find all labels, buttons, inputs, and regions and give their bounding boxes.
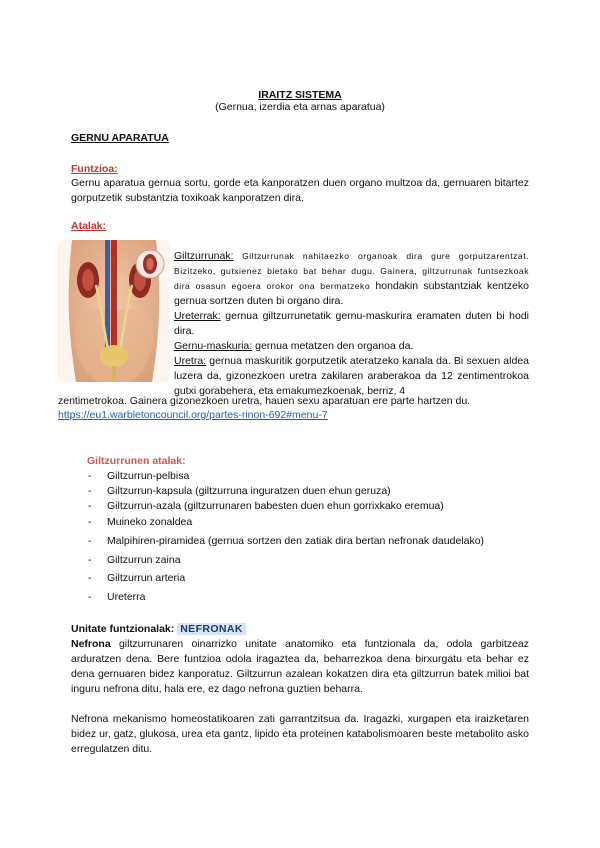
giltzurrunen-atalak-heading: Giltzurrunen atalak: [87,455,186,467]
giltzurrunak-text-rest: hondakin substantziak kentzeko gernua sortzen duten bi organo dira. [174,280,529,307]
list-item: - Giltzurrun-azala (giltzurrunaren babesten duen ehun gorrixkako eremua) [88,500,444,512]
ureterrak-label: Ureterrak: [174,310,221,322]
list-item: - Giltzurrun-kapsula (giltzurruna inguratzen duen ehun geruza) [88,485,391,497]
ureterrak-text: gernua giltzurrunetatik gernu-maskurira eramaten duten bi hodi dira. [174,310,529,337]
maskuria-label: Gernu-maskuria: [174,340,253,352]
source-link[interactable]: https://eu1.warbletoncouncil.org/partes-rinon-692#menu-7 [58,409,328,421]
page-title: IRAITZ SISTEMA [258,89,342,101]
nefronak-highlight: NEFRONAK [177,623,246,635]
funtzioa-heading: Funtzioa: [71,163,118,175]
funtzioa-paragraph: Gernu aparatua gernua sortu, gorde eta kanporatzen duen organo multzoa da, gernuaren bitartez gorputzetik substantzia toxikoak kanporatzen dira. [71,177,529,204]
list-item: - Malpihiren-piramidea (gernua sortzen den zatiak dira bertan nefronak daudelako) [88,535,485,547]
list-item: - Ureterra [88,591,146,603]
nefrona-paragraph-1 [71,637,529,697]
list-item: - Giltzurrun arteria [88,572,186,584]
list-item: - Muineko zonaldea [88,516,193,528]
urinary-system-illustration [58,240,170,382]
uretra-text: gernua maskuritik gorputzetik ateratzeko kanala da. Bi sexuen aldea luzera da, gizonezkoen uretra zakilaren araberakoa da 12 zentimentrokoa gutxi gorabehera, eta emakumezkoenak, berriz, 4 [174,355,530,397]
nefrona-paragraph-2: Nefrona mekanismo homeostatikoaren zati garrantzitsua da. Iragazki, xurgapen eta iraizketaren bidez ur, gatz, glukosa, urea eta gantz, lipido eta proteinen katabolismoaren beste metabolito asko erregulatzen ditu. [71,713,529,755]
section-heading: GERNU APARATUA [71,132,169,144]
uretra-label: Uretra: [174,355,207,367]
maskuria-text: gernua metatzen den organoa da. [255,340,414,352]
atalak-heading: Atalak: [71,220,107,232]
unitate-heading-text: Unitate funtzionalak: [71,623,175,635]
giltzurrunak-text: Giltzurrunak nahitaezko organoak dira gure gorputzarentzat. Bizitzeko, gutxienez bietako bat behar dugu. Gainera, giltzurrunak funtsezkoak dira osasun egoera orokor ona bermatzeko [174,251,529,291]
page-subtitle: (Gernua, izerdia eta arnas aparatua) [215,101,385,113]
nefrona-term: Nefrona [71,638,111,650]
uretra-text-continuation: zentimetrokoa. Gainera gizonezkoen uretra, hauen sexu aparatuan ere parte hartzen du. [58,395,471,407]
atalak-description [174,249,529,399]
unitate-heading [71,623,246,635]
list-item: - Giltzurrun-pelbisa [88,470,190,482]
nefrona-text: giltzurrunaren oinarrizko unitate anatomiko eta funtzionala da, odola garbitzeaz arduratzen dena. Bere funtzioa odola iragaztea da, beharrezkoa dena birxurgatu eta behar ez dena gernuaren bidez kanporatuz. Giltzurrun azalean kokatzen dira eta giltzurrun batek milioi bat inguru nefrona ditu, hala ere, ez dago nefrona guztien beharra. [71,638,529,695]
list-item: - Giltzurrun zaina [88,554,181,566]
giltzurrunak-label: Giltzurrunak: [174,250,234,262]
